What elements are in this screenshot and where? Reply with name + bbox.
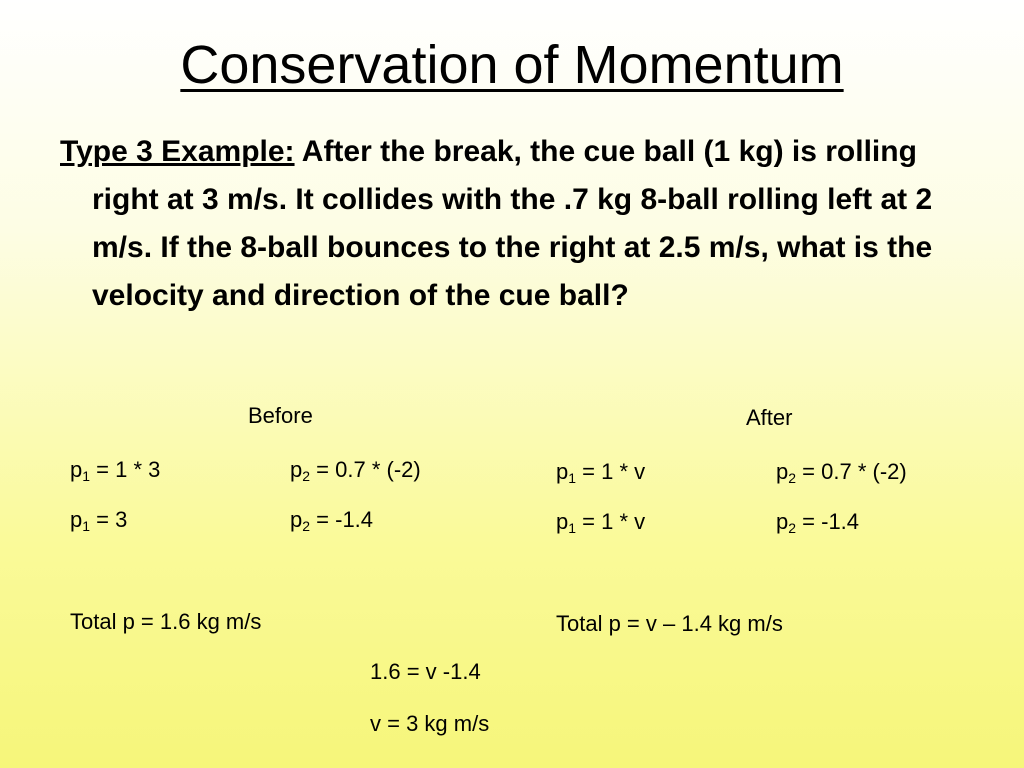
problem-label: Type 3 Example: xyxy=(60,135,295,168)
after-total: Total p = v – 1.4 kg m/s xyxy=(556,611,783,636)
slide-title: Conservation of Momentum xyxy=(180,35,844,95)
before-heading: Before xyxy=(248,403,313,428)
after-p2-row2: $p_2 = -1.4$ xyxy=(776,509,860,536)
before-total: Total p = 1.6 kg m/s xyxy=(70,609,262,634)
before-p2-row1: $p_2 = 0.7 * (-2)$ xyxy=(290,457,421,484)
solution-answer: v = 3 kg m/s xyxy=(370,711,490,736)
after-p1-row2: $p_1 = 1 * v$ xyxy=(556,509,646,536)
after-heading: After xyxy=(746,405,793,430)
after-p1-row1: $p_1 = 1 * v$ xyxy=(556,459,646,486)
before-p1-row1: $p_1 = 1 * 3$ xyxy=(70,457,161,484)
problem-text: After the break, the cue ball (1 kg) is rolling right at 3 m/s. It collides with the .7 kg 8-ball rolling left at 2 m/s. If the 8-ball bounces to the right at 2.5 m/s, what is the velocity and direction of the cue ball? xyxy=(92,135,933,312)
before-p2-row2: $p_2 = -1.4$ xyxy=(290,507,374,534)
before-p1-row2: $p_1 = 3$ xyxy=(70,507,128,534)
problem-statement xyxy=(60,128,980,320)
solution-equation: 1.6 = v -1.4 xyxy=(370,659,481,684)
after-p2-row1: $p_2 = 0.7 * (-2)$ xyxy=(776,459,907,486)
